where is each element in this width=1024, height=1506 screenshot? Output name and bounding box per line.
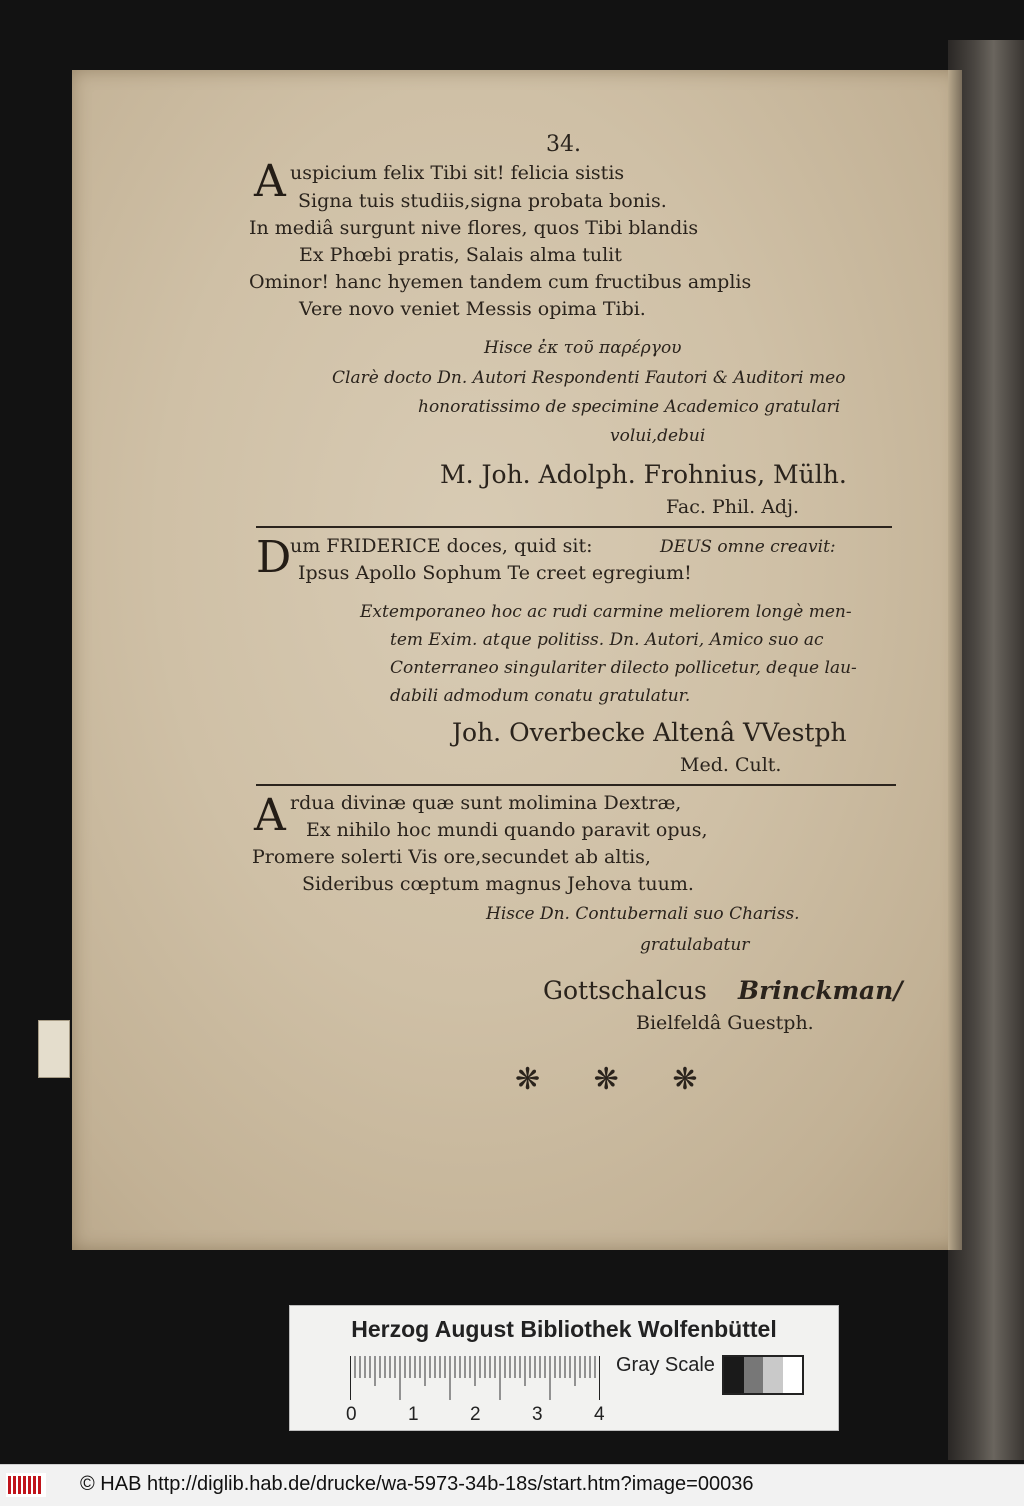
page-number: 34.	[546, 132, 581, 157]
poem1-line: Vere novo veniet Messis opima Tibi.	[299, 298, 646, 320]
poem1-author-title: Fac. Phil. Adj.	[666, 496, 800, 518]
divider-rule	[256, 784, 896, 786]
ornament-stars: ❋ ❋ ❋	[515, 1062, 720, 1097]
poem2-line: Ipsus Apollo Sophum Te creet egregium!	[298, 562, 692, 584]
poem3-author: Gottschalcus	[543, 976, 707, 1005]
poem2-dedication: Conterraneo singulariter dilecto pollicetur, deque lau-	[390, 658, 857, 678]
poem1-author: M. Joh. Adolph. Frohnius, Mülh.	[440, 460, 847, 489]
poem3-line: Ex nihilo hoc mundi quando paravit opus,	[306, 819, 708, 841]
poem2-dedication: Extemporaneo hoc ac rudi carmine meliorem longè men-	[360, 602, 852, 622]
ruler-number: 2	[470, 1404, 481, 1425]
poem2-dedication: tem Exim. atque politiss. Dn. Autori, Amico suo ac	[390, 630, 824, 650]
poem1-dedication: honoratissimo de specimine Academico gratulari	[418, 397, 841, 417]
dropcap-a: A	[254, 790, 286, 841]
footer-bar	[0, 1464, 1024, 1506]
poem1-dedication: volui,debui	[610, 426, 706, 446]
poem3-dedication: gratulabatur	[640, 935, 750, 955]
poem2-dedication: dabili admodum conatu gratulatur.	[390, 686, 691, 706]
poem3-dedication: Hisce Dn. Contubernali suo Chariss.	[486, 904, 800, 924]
poem3-author-fraktur: Brinckman/	[738, 976, 903, 1005]
poem1-line: Ominor! hanc hyemen tandem cum fructibus amplis	[249, 271, 752, 293]
color-card	[289, 1305, 839, 1431]
page-edge	[948, 70, 962, 1250]
poem1-dedication: Clarè docto Dn. Autori Respondenti Fautori & Auditori meo	[332, 368, 846, 388]
poem2-line-italic: DEUS omne creavit:	[660, 537, 836, 557]
footer-copyright[interactable]: © HAB http://diglib.hab.de/drucke/wa-5973-34b-18s/start.htm?image=00036	[80, 1473, 754, 1495]
hab-logo-icon	[6, 1473, 46, 1497]
gray-scale-label: Gray Scale	[616, 1354, 715, 1376]
ruler-number: 1	[408, 1404, 419, 1425]
poem1-dedication: Hisce ἐκ τοῦ παρέργου	[484, 338, 682, 358]
poem3-author-title: Bielfeldâ Guestph.	[636, 1012, 814, 1034]
divider-rule	[256, 526, 892, 528]
poem1-line: uspicium felix Tibi sit! felicia sistis	[290, 162, 625, 184]
poem2-author: Joh. Overbecke Altenâ VVestph	[452, 718, 847, 747]
paper-tab	[38, 1020, 70, 1078]
card-title: Herzog August Bibliothek Wolfenbüttel	[351, 1316, 777, 1342]
poem3-line: rdua divinæ quæ sunt molimina Dextræ,	[290, 792, 682, 814]
ruler-number: 3	[532, 1404, 543, 1425]
poem2-line: um FRIDERICE doces, quid sit:	[290, 535, 593, 557]
gray-scale-swatch	[722, 1355, 804, 1395]
ruler-number: 0	[346, 1404, 357, 1425]
dropcap-d: D	[256, 532, 292, 583]
poem1-line: Signa tuis studiis,signa probata bonis.	[298, 190, 667, 212]
ruler-number: 4	[594, 1404, 605, 1425]
ruler-scale	[350, 1356, 600, 1400]
poem3-line: Sideribus cœptum magnus Jehova tuum.	[302, 873, 694, 895]
poem2-author-title: Med. Cult.	[680, 754, 782, 776]
poem1-line: Ex Phœbi pratis, Salais alma tulit	[299, 244, 622, 266]
poem1-line: In mediâ surgunt nive flores, quos Tibi blandis	[249, 217, 699, 239]
dropcap-a: A	[254, 156, 286, 207]
poem3-line: Promere solerti Vis ore,secundet ab altis,	[252, 846, 651, 868]
